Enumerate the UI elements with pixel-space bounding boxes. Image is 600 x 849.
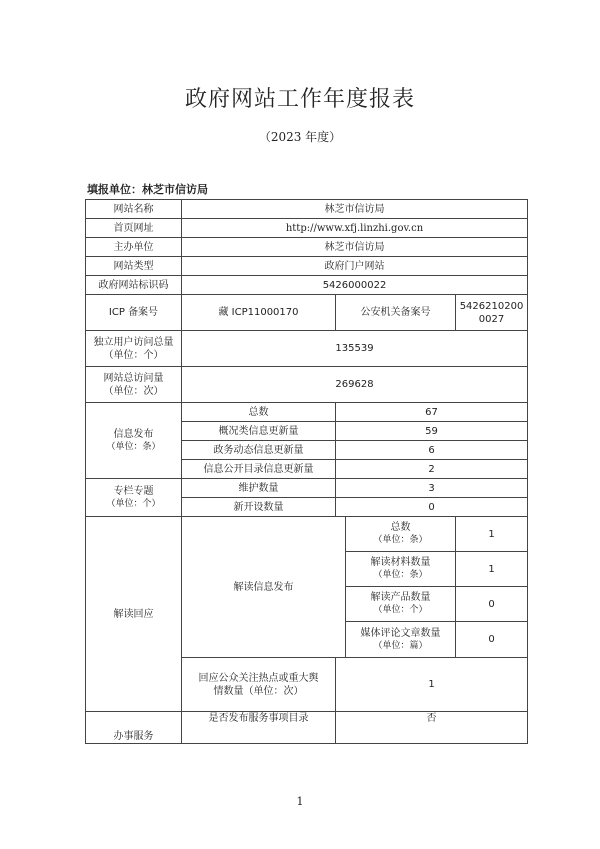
value-interp-product: 0: [456, 587, 528, 622]
label-column-text: 专栏专题: [113, 485, 154, 497]
label-police: 公安机关备案号: [336, 295, 456, 331]
table-row: [86, 403, 528, 422]
value-interp-material: 1: [456, 552, 528, 587]
label-info-text: 信息发布: [113, 428, 154, 440]
label-interpret-publish: 解读信息发布: [182, 517, 346, 658]
label-info-overview: 概况类信息更新量: [182, 422, 336, 441]
label-site-id: 政府网站标识码: [86, 276, 182, 295]
label-interp-total-unit: （单位：条）: [373, 535, 428, 545]
value-column-maintain: 3: [336, 479, 528, 498]
label-sponsor: 主办单位: [86, 238, 182, 257]
value-homepage: http://www.xfj.linzhi.gov.cn: [182, 219, 528, 238]
table-row: [86, 276, 528, 295]
label-interp-total-text: 总数: [390, 522, 411, 533]
page-number: 1: [296, 795, 304, 808]
label-column: [86, 479, 182, 517]
label-icp: ICP 备案号: [86, 295, 182, 331]
label-respond: [182, 658, 336, 712]
value-total-visits: 269628: [182, 367, 528, 403]
label-site-name: 网站名称: [86, 200, 182, 219]
value-respond: 1: [336, 658, 528, 712]
report-table: [85, 199, 528, 744]
value-service-list: 否: [336, 712, 528, 744]
value-unique-visits: 135539: [182, 331, 528, 367]
page-title: 政府网站工作年度报表: [184, 87, 415, 112]
table-row: [86, 517, 528, 552]
value-police: 54262102000027: [456, 295, 528, 331]
label-info-gov: 政务动态信息更新量: [182, 441, 336, 460]
table-row: [86, 331, 528, 367]
value-column-new: 0: [336, 498, 528, 517]
label-interp-media-unit: （单位：篇）: [373, 640, 428, 651]
label-service-list: 是否发布服务事项目录: [182, 712, 336, 744]
table-row: [86, 200, 528, 219]
label-total-visits-unit: （单位：次）: [103, 385, 164, 397]
label-interp-product-unit: （单位：个）: [373, 605, 428, 615]
label-respond-text: 回应公众关注热点或重大舆情数量（单位：次）: [198, 672, 319, 697]
label-info-open: 信息公开目录信息更新量: [182, 460, 336, 479]
label-column-new: 新开设数量: [182, 498, 336, 517]
label-unique-visits: 独立用户访问总量（单位：个）: [86, 331, 182, 367]
value-site-type: 政府门户网站: [182, 257, 528, 276]
table-row: [86, 238, 528, 257]
table-row: [86, 479, 528, 498]
label-total-visits: [86, 367, 182, 403]
label-info: [86, 403, 182, 479]
label-interp-product: [346, 587, 456, 622]
label-column-unit: （单位：个）: [106, 498, 161, 509]
label-info-unit: （单位：条）: [106, 441, 161, 452]
value-info-overview: 59: [336, 422, 528, 441]
value-info-open: 2: [336, 460, 528, 479]
table-row: [86, 257, 528, 276]
label-column-maintain: 维护数量: [182, 479, 336, 498]
value-info-gov: 6: [336, 441, 528, 460]
label-interp-total: [346, 517, 456, 552]
report-year: （2023 年度）: [258, 130, 342, 144]
value-site-name: 林芝市信访局: [182, 200, 528, 219]
table-row: [86, 712, 528, 744]
reporting-unit: 填报单位：林芝市信访局: [87, 183, 208, 196]
table-row: [86, 219, 528, 238]
value-icp: 藏 ICP11000170: [182, 295, 336, 331]
label-service: 办事服务: [86, 712, 182, 744]
label-interp-media: [346, 622, 456, 658]
value-sponsor: 林芝市信访局: [182, 238, 528, 257]
label-interp-material-text: 解读材料数量: [370, 557, 431, 568]
label-interp-media-text: 媒体评论文章数量: [360, 627, 441, 639]
table-row: [86, 295, 528, 331]
value-interp-total: 1: [456, 517, 528, 552]
label-interpret: 解读回应: [86, 517, 182, 712]
label-homepage: 首页网址: [86, 219, 182, 238]
label-interp-product-text: 解读产品数量: [370, 592, 431, 603]
label-total-visits-text: 网站总访问量: [103, 372, 164, 384]
label-info-total: 总数: [182, 403, 336, 422]
table-row: [86, 367, 528, 403]
label-interp-material-unit: （单位：条）: [373, 570, 428, 580]
value-info-total: 67: [336, 403, 528, 422]
value-site-id: 5426000022: [182, 276, 528, 295]
label-site-type: 网站类型: [86, 257, 182, 276]
label-interp-material: [346, 552, 456, 587]
value-interp-media: 0: [456, 622, 528, 658]
